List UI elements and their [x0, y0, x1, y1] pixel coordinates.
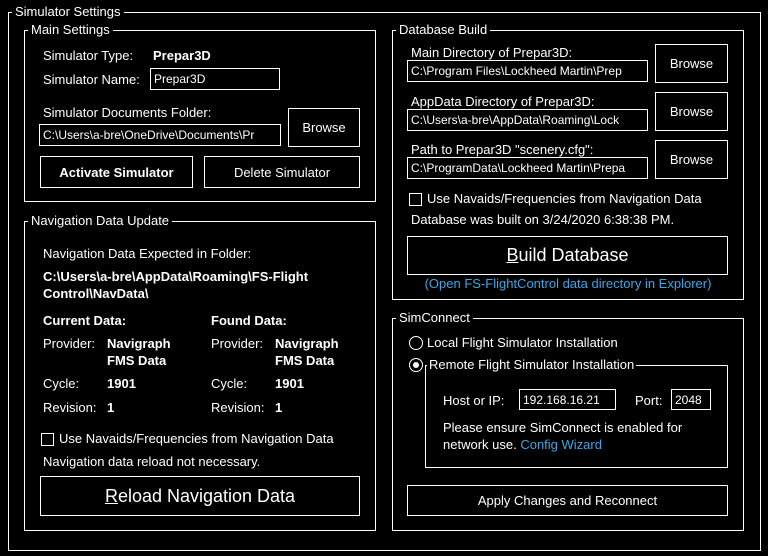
appdata-directory-field[interactable]: C:\Users\a-bre\AppData\Roaming\Lock — [407, 109, 648, 131]
current-cycle-label: Cycle: — [43, 376, 80, 391]
reload-button-mnemonic: R — [104, 485, 118, 506]
host-field[interactable]: 192.168.16.21 — [519, 389, 616, 410]
current-revision-label: Revision: — [43, 400, 97, 415]
found-provider-label: Provider: — [211, 336, 264, 351]
database-build-title: Database Build — [396, 23, 490, 37]
nav-expected-label: Navigation Data Expected in Folder: — [43, 246, 252, 261]
activate-simulator-button[interactable]: Activate Simulator — [40, 156, 193, 188]
build-button-mnemonic: B — [506, 245, 519, 265]
simulator-name-field[interactable]: Prepar3D — [150, 68, 280, 90]
simconnect-title: SimConnect — [396, 311, 473, 325]
appdata-directory-label: AppData Directory of Prepar3D: — [411, 94, 595, 109]
remote-installation-radio[interactable] — [409, 358, 423, 372]
port-label: Port: — [635, 393, 663, 408]
simulator-type-label: Simulator Type: — [43, 48, 134, 63]
build-button-label: uild Database — [518, 245, 629, 265]
scenery-cfg-label: Path to Prepar3D "scenery.cfg": — [411, 142, 594, 157]
current-cycle-value: 1901 — [107, 376, 136, 391]
simulator-docs-field[interactable]: C:\Users\a-bre\OneDrive\Documents\Pr — [39, 124, 281, 146]
db-use-navaids-checkbox[interactable] — [409, 193, 422, 206]
reload-navigation-data-button[interactable] — [40, 476, 360, 516]
current-revision-value: 1 — [107, 400, 115, 415]
local-installation-label[interactable]: Local Flight Simulator Installation — [427, 335, 618, 350]
remote-installation-label[interactable]: Remote Flight Simulator Installation — [429, 357, 635, 372]
local-installation-radio[interactable] — [409, 336, 423, 350]
browse-appdata-directory-button[interactable]: Browse — [655, 92, 728, 131]
browse-scenery-cfg-button[interactable]: Browse — [655, 140, 728, 179]
main-settings-title: Main Settings — [28, 23, 113, 37]
current-provider-value-line1: Navigraph — [107, 336, 171, 351]
database-built-status: Database was built on 3/24/2020 6:38:38 PM. — [411, 212, 675, 227]
simulator-name-label: Simulator Name: — [43, 72, 140, 87]
port-field[interactable]: 2048 — [671, 389, 711, 410]
simulator-docs-label: Simulator Documents Folder: — [43, 105, 212, 120]
apply-and-reconnect-button[interactable]: Apply Changes and Reconnect — [407, 485, 728, 516]
host-label: Host or IP: — [443, 393, 505, 408]
main-directory-label: Main Directory of Prepar3D: — [411, 45, 573, 60]
simconnect-note-text: network use. — [443, 437, 517, 452]
build-database-button[interactable] — [407, 236, 728, 275]
config-wizard-link[interactable]: Config Wizard — [520, 437, 602, 452]
main-directory-field[interactable]: C:\Program Files\Lockheed Martin\Prep — [407, 60, 648, 82]
scenery-cfg-field[interactable]: C:\ProgramData\Lockheed Martin\Prepa — [407, 157, 648, 179]
nav-use-navaids-label[interactable]: Use Navaids/Frequencies from Navigation Data — [59, 431, 334, 446]
simconnect-note-line1: Please ensure SimConnect is enabled for — [443, 420, 683, 435]
nav-use-navaids-checkbox[interactable] — [41, 433, 54, 446]
browse-docs-button[interactable]: Browse — [288, 108, 360, 147]
found-provider-value-line2: FMS Data — [275, 353, 335, 368]
found-revision-value: 1 — [275, 400, 283, 415]
nav-expected-path-line1: C:\Users\a-bre\AppData\Roaming\FS-Flight — [43, 269, 309, 284]
found-provider-value-line1: Navigraph — [275, 336, 339, 351]
browse-main-directory-button[interactable]: Browse — [655, 44, 728, 83]
simconnect-note-line2 — [443, 437, 602, 453]
found-cycle-value: 1901 — [275, 376, 304, 391]
nav-reload-status: Navigation data reload not necessary. — [43, 454, 261, 469]
current-data-title: Current Data: — [43, 313, 127, 328]
current-provider-value-line2: FMS Data — [107, 353, 167, 368]
navigation-data-update-title: Navigation Data Update — [28, 214, 172, 228]
current-provider-label: Provider: — [43, 336, 96, 351]
open-data-directory-link[interactable]: (Open FS-FlightControl data directory in Explorer) — [424, 276, 712, 291]
db-use-navaids-label[interactable]: Use Navaids/Frequencies from Navigation Data — [427, 191, 702, 206]
simulator-settings-title: Simulator Settings — [12, 5, 124, 19]
found-cycle-label: Cycle: — [211, 376, 248, 391]
delete-simulator-button[interactable]: Delete Simulator — [204, 156, 360, 188]
nav-expected-path-line2: Control\NavData\ — [43, 286, 149, 301]
found-data-title: Found Data: — [211, 313, 287, 328]
found-revision-label: Revision: — [211, 400, 265, 415]
reload-button-label: eload Navigation Data — [117, 485, 296, 506]
simulator-type-value: Prepar3D — [153, 48, 211, 63]
